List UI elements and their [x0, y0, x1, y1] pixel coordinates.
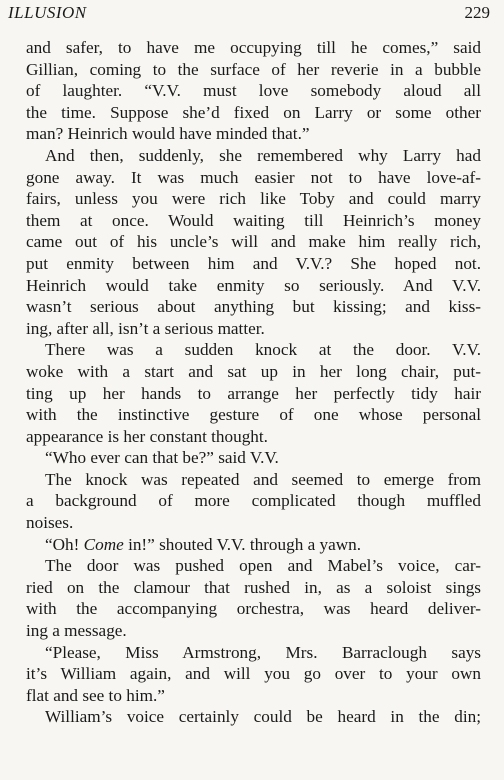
text-line: The knock was repeated and seemed to emerge from [45, 469, 481, 489]
running-title: ILLUSION [8, 3, 87, 22]
page-header [8, 1, 490, 25]
text-line: with the instinctive gesture of one whose personal [26, 405, 481, 425]
text-line: “Who ever can that be?” said V.V. [45, 448, 279, 468]
text-line: woke with a start and sat up in her long chair, put- [26, 361, 481, 381]
text-line: Gillian, coming to the surface of her reverie in a bubble [26, 59, 481, 79]
text-line: And then, suddenly, she remembered why Larry had [45, 145, 481, 165]
text-line: Heinrich would take enmity so seriously. And V.V. [26, 275, 481, 295]
text-line: with the accompanying orchestra, was heard deliver- [26, 599, 481, 619]
text-line: came out of his uncle’s will and make him really rich, [26, 232, 481, 252]
text-line: The door was pushed open and Mabel’s voice, car- [45, 556, 481, 576]
text-segment: “Oh! [45, 534, 80, 554]
text-line: the time. Suppose she’d fixed on Larry or some other [26, 102, 481, 122]
text-line: ting up her hands to arrange her perfectly tidy hair [26, 383, 481, 403]
page-number: 229 [464, 3, 490, 22]
text-line: gone away. It was much easier not to have love-af- [26, 167, 481, 187]
text-line: ing, after all, isn’t a serious matter. [26, 318, 265, 338]
italic-word: Come [83, 534, 124, 554]
text-line: man? Heinrich would have minded that.” [26, 124, 310, 144]
text-line: “Please, Miss Armstrong, Mrs. Barraclough says [45, 642, 481, 662]
text-line [26, 534, 481, 556]
text-line: ried on the clamour that rushed in, as a soloist sings [26, 577, 481, 597]
text-line: noises. [26, 513, 74, 533]
text-line: wasn’t serious about anything but kissing; and kiss- [26, 297, 481, 317]
text-segment: in!” shouted V.V. through a yawn. [128, 534, 362, 554]
text-line: them at once. Would waiting till Heinrich’s money [26, 210, 481, 230]
text-line: William’s voice certainly could be heard in the din; [45, 707, 481, 727]
text-line: and safer, to have me occupying till he comes,” said [26, 38, 481, 57]
text-line: ing a message. [26, 621, 127, 641]
text-line: of laughter. “V.V. must love somebody aloud all [26, 81, 481, 101]
text-line: appearance is her constant thought. [26, 426, 268, 446]
text-line: fairs, unless you were rich like Toby and could marry [26, 189, 481, 209]
text-line: put enmity between him and V.V.? She hoped not. [26, 253, 481, 273]
body-text [26, 37, 481, 728]
text-line: it’s William again, and will you go over to your own [26, 664, 481, 684]
text-line: a background of more complicated though muffled [26, 491, 481, 511]
text-line: flat and see to him.” [26, 685, 165, 705]
text-line: There was a sudden knock at the door. V.V. [45, 340, 481, 360]
